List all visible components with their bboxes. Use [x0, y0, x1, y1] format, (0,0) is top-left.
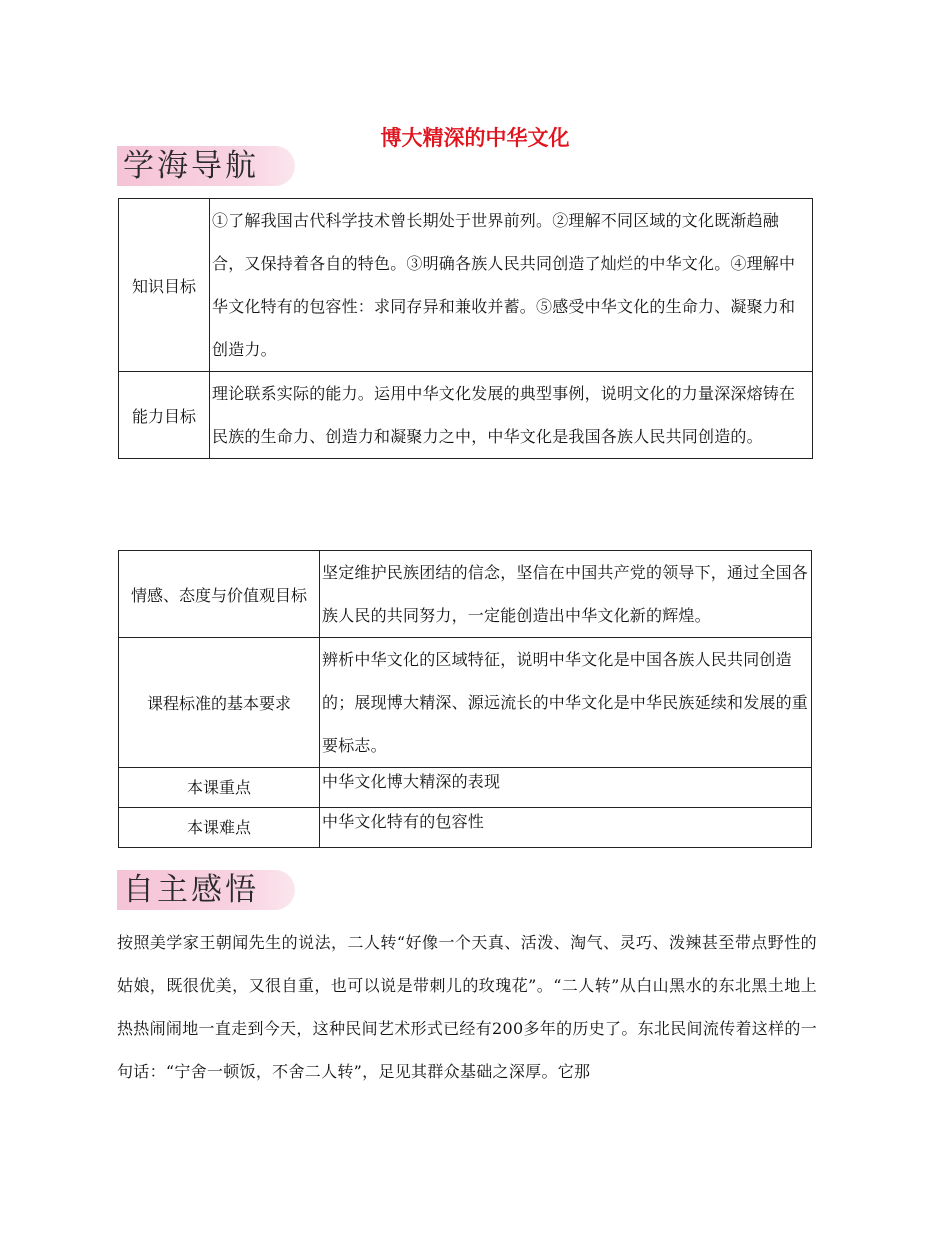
table-row [119, 768, 812, 808]
row-label: 本课难点 [119, 808, 320, 848]
row-content: 理论联系实际的能力。运用中华文化发展的典型事例，说明文化的力量深深熔铸在民族的生命力、创造力和凝聚力之中，中华文化是我国各族人民共同创造的。 [210, 372, 813, 459]
row-label: 本课重点 [119, 768, 320, 808]
row-label: 情感、态度与价值观目标 [119, 551, 320, 638]
row-content: ①了解我国古代科学技术曾长期处于世界前列。②理解不同区域的文化既渐趋融合，又保持着各自的特色。③明确各族人民共同创造了灿烂的中华文化。④理解中华文化特有的包容性：求同存异和兼收并蓄。⑤感受中华文化的生命力、凝聚力和创造力。 [210, 199, 813, 372]
table-row [119, 199, 813, 372]
requirements-table [118, 550, 812, 848]
table-row [119, 808, 812, 848]
row-content: 坚定维护民族团结的信念，坚信在中国共产党的领导下，通过全国各族人民的共同努力，一定能创造出中华文化新的辉煌。 [320, 551, 812, 638]
section-banner-self-reflection: 自主感悟 [117, 870, 295, 910]
section-banner-study-guide: 学海导航 [117, 146, 295, 186]
row-content: 中华文化博大精深的表现 [320, 768, 812, 808]
table-row [119, 551, 812, 638]
table-row [119, 372, 813, 459]
body-paragraph: 按照美学家王朝闻先生的说法，二人转“好像一个天真、活泼、淘气、灵巧、泼辣甚至带点野性的姑娘，既很优美，又很自重，也可以说是带刺儿的玫瑰花”。“二人转”从白山黑水的东北黑土地上热热闹闹地一直走到今天，这种民间艺术形式已经有200多年的历史了。东北民间流传着这样的一句话：“宁舍一顿饭，不舍二人转”，足见其群众基础之深厚。它那 [117, 933, 817, 1081]
learning-goals-table [118, 198, 813, 459]
table-row [119, 638, 812, 768]
row-label: 能力目标 [119, 372, 210, 459]
row-label: 课程标准的基本要求 [119, 638, 320, 768]
row-label: 知识目标 [119, 199, 210, 372]
row-content: 辨析中华文化的区域特征，说明中华文化是中国各族人民共同创造的；展现博大精深、源远流长的中华文化是中华民族延续和发展的重要标志。 [320, 638, 812, 768]
row-content: 中华文化特有的包容性 [320, 808, 812, 848]
page-title: 博大精深的中华文化 [380, 125, 570, 150]
